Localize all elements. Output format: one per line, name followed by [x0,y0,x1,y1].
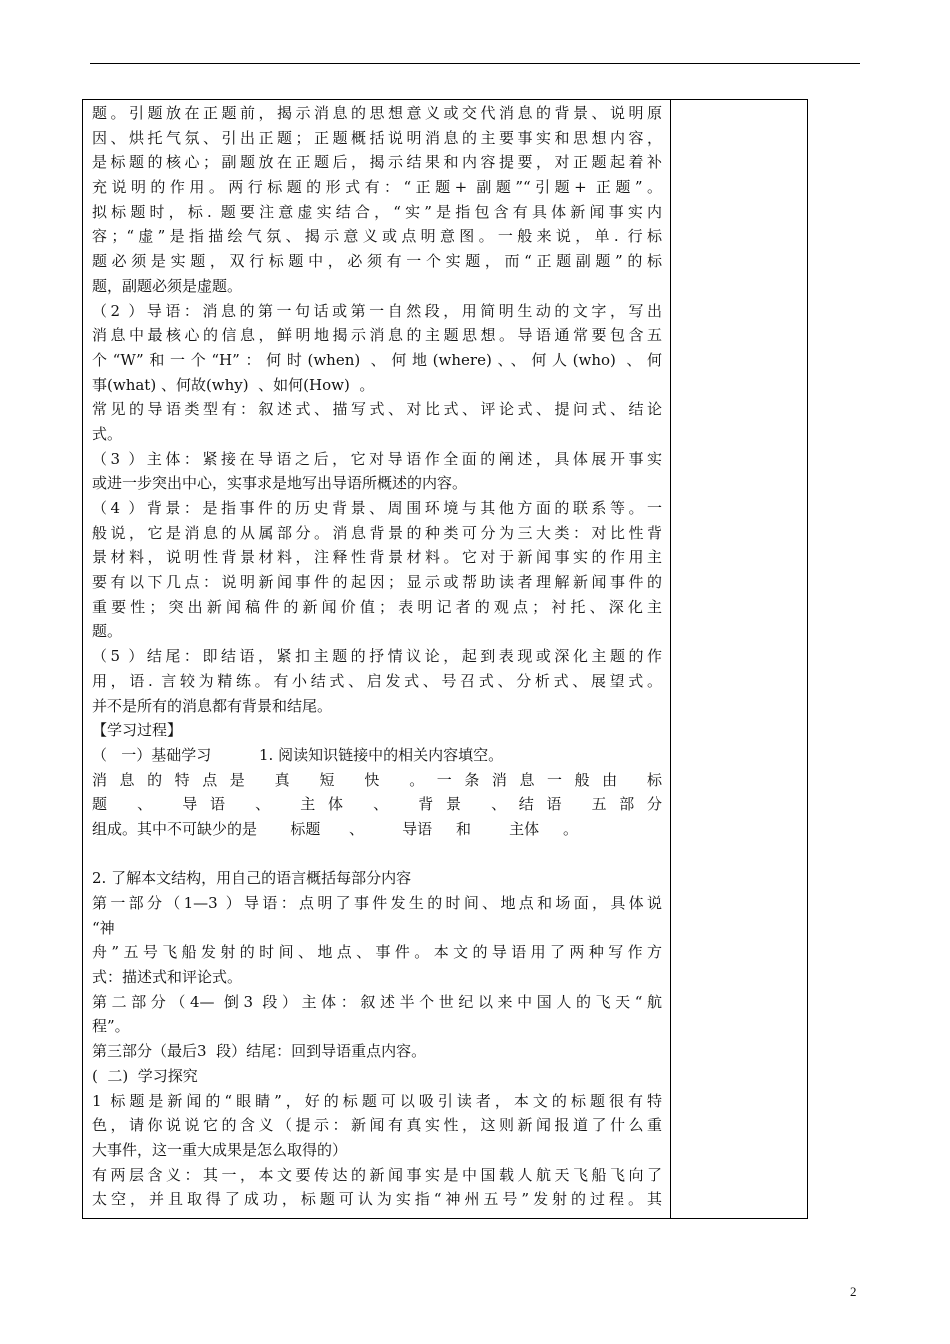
text-line: （ 一）基础学习 1. 阅读知识链接中的相关内容填空。 [92,745,504,764]
text-line: 题。引题放在正题前，揭示消息的思想意义或交代消息的背景、说明原 [92,104,662,122]
text-line: 用，语. 言较为精练。有小结式、启发式、号召式、分析式、展望式。 [92,671,662,690]
text-line: 个“W”和一个“H”：何时(when) 、何地(where)、、何人(who) 、何 [92,350,662,369]
text-line: 充说明的作用。两行标题的形式有：“正题+ 副题”“引题+ 正题”。 [92,178,662,197]
text-line: 消息的特点是 真 短 快 。一条消息一般由 标 [92,770,662,789]
text-line: “神 [92,918,115,937]
text-line: 程”。 [92,1017,130,1036]
text-line: 常见的导语类型有：叙述式、描写式、对比式、评论式、提问式、结论 [92,400,662,419]
text-line: 组成。其中不可缺少的是 标题 、 导语 和 主体 。 [92,819,578,838]
text-line: 式。 [92,424,123,443]
text-line: 2. 了解本文结构，用自己的语言概括每部分内容 [92,869,412,888]
text-line: 消息中最核心的信息，鲜明地揭示消息的主题思想。导语通常要包含五 [92,326,662,345]
text-line: 1 标题是新闻的“眼睛”，好的标题可以吸引读者，本文的标题很有特 [92,1091,662,1110]
text-line: （5 ）结尾：即结语，紧扣主题的抒情议论，起到表现或深化主题的作 [92,647,662,666]
text-line [92,842,662,867]
text-line: 拟标题时，标. 题要注意虚实结合，“实”是指包含有具体新闻事实内 [92,202,662,221]
text-line: 太空，并且取得了成功，标题可认为实指“神州五号”发射的过程。其 [92,1190,662,1209]
text-line: ( 二) 学习探究 [92,1066,198,1085]
text-line: 要有以下几点：说明新闻事件的起因；显示或帮助读者理解新闻事件的 [92,573,662,592]
text-line: 题 、 导语 、 主体 、 背景 、结语 五部分 [92,795,662,814]
text-line: 式：描述式和评论式。 [92,968,243,987]
text-line: 景材料，说明性背景材料，注释性背景材料。它对于新闻事实的作用主 [92,548,662,567]
text-line: 第三部分（最后3 段）结尾：回到导语重点内容。 [92,1042,427,1061]
text-line: 【学习过程】 [92,721,183,740]
text-line: 重要性；突出新闻稿件的新闻价值；表明记者的观点；衬托、深化主 [92,597,662,616]
text-line: 色，请你说说它的含义（提示：新闻有真实性，这则新闻报道了什么重 [92,1116,662,1135]
text-line: 题，副题必须是虚题。 [92,276,243,295]
text-line: 并不是所有的消息都有背景和结尾。 [92,696,333,715]
text-line: （3 ）主体：紧接在导语之后，它对导语作全面的阐述，具体展开事实 [92,449,662,468]
text-line: （2 ）导语：消息的第一句话或第一自然段，用简明生动的文字，写出 [92,301,662,320]
text-line: 题必须是实题，双行标题中，必须有一个实题，而“正题副题”的标 [92,252,662,271]
text-line: 是标题的核心；副题放在正题后，揭示结果和内容提要，对正题起着补 [92,153,662,172]
text-line: 第一部分（1—3 ）导语：点明了事件发生的时间、地点和场面，具体说 [92,894,662,912]
header-rule [90,63,860,64]
text-line: 有两层含义：其一，本文要传达的新闻事实是中国载人航天飞船飞向了 [92,1165,662,1184]
document-text-cell [92,101,662,1217]
text-line: 大事件，这一重大成果是怎么取得的） [92,1140,348,1159]
text-line: 事(what) 、何故(why) 、如何(How) 。 [92,375,375,394]
text-line: 般说，它是消息的从属部分。消息背景的种类可分为三大类：对比性背 [92,523,662,542]
text-line: （4 ）背景：是指事件的历史背景、周围环境与其他方面的联系等。一 [92,499,662,517]
text-line: 题。 [92,622,123,641]
text-line: 第二部分（4— 倒3 段）主体：叙述半个世纪以来中国人的飞天“航 [92,992,662,1011]
table-column-divider [670,99,671,1219]
text-line: 舟”五号飞船发射的时间、地点、事件。本文的导语用了两种写作方 [92,943,662,962]
text-line: 容；“虚”是指描绘气氛、揭示意义或点明意图。一般来说，单. 行标 [92,227,662,246]
text-line: 因、烘托气氛、引出正题；正题概括说明消息的主要事实和思想内容， [92,128,662,147]
page-number: 2 [850,1284,857,1299]
text-line: 或进一步突出中心，实事求是地写出导语所概述的内容。 [92,474,468,493]
